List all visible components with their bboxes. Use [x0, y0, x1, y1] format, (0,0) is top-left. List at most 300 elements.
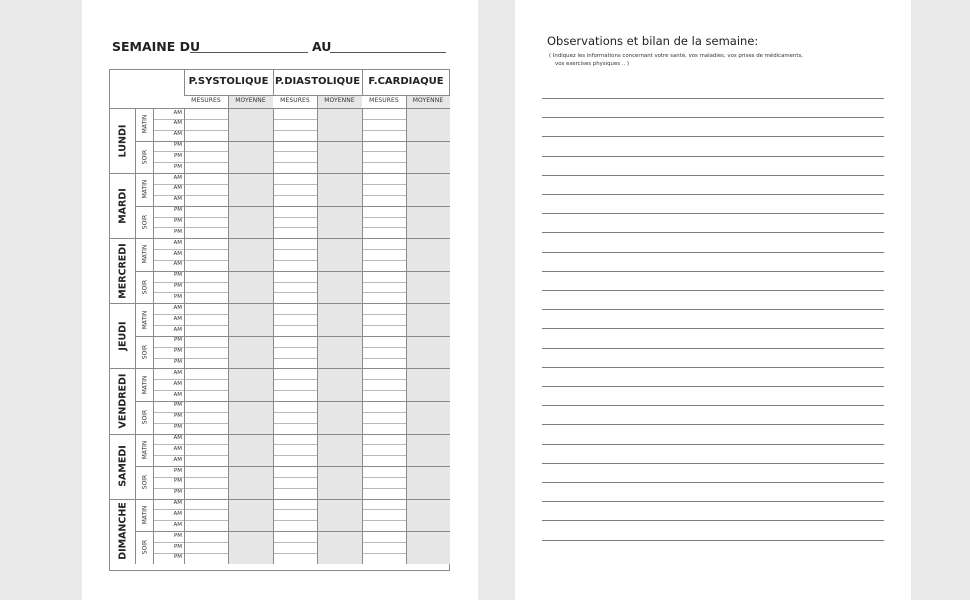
- time-label: PM: [173, 359, 182, 366]
- measurement-cell[interactable]: [184, 520, 228, 531]
- measurement-cell[interactable]: [184, 477, 228, 488]
- time-label: PM: [173, 152, 182, 159]
- row-line: [273, 520, 317, 521]
- row-line: [273, 151, 317, 152]
- time-label: PM: [173, 228, 182, 235]
- measurement-cell[interactable]: [362, 162, 406, 173]
- measurement-cell[interactable]: [362, 553, 406, 564]
- row-line: [362, 520, 406, 521]
- time-label: AM: [173, 261, 182, 268]
- time-label: PM: [173, 293, 182, 300]
- measurement-cell[interactable]: [273, 217, 317, 228]
- measurement-cell[interactable]: [362, 238, 406, 249]
- average-cell[interactable]: [406, 336, 450, 369]
- writing-line[interactable]: [542, 213, 884, 214]
- average-cell[interactable]: [317, 141, 362, 174]
- measurement-cell[interactable]: [273, 444, 317, 455]
- measurement-cell[interactable]: [273, 184, 317, 195]
- row-line: [153, 520, 228, 521]
- period-label-matin: MATIN: [141, 505, 148, 525]
- time-label: AM: [173, 304, 182, 311]
- row-line: [153, 347, 228, 348]
- measurement-cell[interactable]: [273, 434, 317, 445]
- writing-line[interactable]: [542, 424, 884, 425]
- row-line: [362, 325, 406, 326]
- measurement-cell[interactable]: [362, 292, 406, 303]
- measurement-cell[interactable]: [184, 347, 228, 358]
- measurement-cell[interactable]: [184, 303, 228, 314]
- row-line: [273, 260, 317, 261]
- measurement-cell[interactable]: [273, 162, 317, 173]
- measurement-cell[interactable]: [362, 509, 406, 520]
- time-label: PM: [173, 543, 182, 550]
- metric-header: F.CARDIAQUE: [368, 76, 444, 87]
- writing-line[interactable]: [542, 156, 884, 157]
- measurement-cell[interactable]: [273, 141, 317, 152]
- right-page: [515, 0, 911, 600]
- writing-line[interactable]: [542, 501, 884, 502]
- row-line: [153, 390, 228, 391]
- measurement-cell[interactable]: [184, 553, 228, 564]
- measurement-cell[interactable]: [184, 184, 228, 195]
- time-label: AM: [173, 131, 182, 138]
- measurement-cell[interactable]: [184, 336, 228, 347]
- time-label: PM: [173, 163, 182, 170]
- measurement-cell[interactable]: [184, 488, 228, 499]
- measurement-cell[interactable]: [273, 358, 317, 369]
- row-line: [362, 509, 406, 510]
- row-line: [362, 249, 406, 250]
- measurement-cell[interactable]: [273, 249, 317, 260]
- writing-line[interactable]: [542, 540, 884, 541]
- average-cell[interactable]: [406, 303, 450, 336]
- time-label: AM: [173, 435, 182, 441]
- column-divider: [317, 108, 318, 564]
- measurement-cell[interactable]: [184, 444, 228, 455]
- measurement-cell[interactable]: [273, 423, 317, 434]
- average-cell[interactable]: [406, 466, 450, 499]
- mesures-subheader: MESURES: [369, 97, 399, 104]
- time-label: PM: [173, 489, 182, 496]
- writing-line[interactable]: [542, 136, 884, 137]
- day-label-lundi: LUNDI: [117, 124, 129, 157]
- observations-hint-line-1: ( Indiquez les informations concernant votre santé, vos maladies, vos prises de médicaments,: [549, 53, 804, 59]
- measurement-cell[interactable]: [273, 412, 317, 423]
- time-label: AM: [173, 369, 182, 376]
- average-cell[interactable]: [406, 499, 450, 532]
- writing-line[interactable]: [542, 348, 884, 349]
- average-cell[interactable]: [228, 303, 273, 336]
- average-cell[interactable]: [228, 336, 273, 369]
- time-label: PM: [173, 283, 182, 290]
- measurement-cell[interactable]: [273, 292, 317, 303]
- writing-line[interactable]: [542, 405, 884, 406]
- measurement-cell[interactable]: [184, 509, 228, 520]
- measurement-cell[interactable]: [273, 119, 317, 130]
- row-line: [153, 227, 228, 228]
- measurement-cell[interactable]: [362, 184, 406, 195]
- average-cell[interactable]: [228, 434, 273, 467]
- measurement-cell[interactable]: [273, 509, 317, 520]
- measurement-cell[interactable]: [362, 542, 406, 553]
- measurement-cell[interactable]: [362, 401, 406, 412]
- time-label: PM: [173, 142, 182, 149]
- row-line: [273, 184, 317, 185]
- measurement-cell[interactable]: [362, 466, 406, 477]
- average-cell[interactable]: [317, 173, 362, 206]
- writing-line[interactable]: [542, 175, 884, 176]
- measurement-cell[interactable]: [184, 423, 228, 434]
- period-label-soir: SOIR: [141, 214, 148, 230]
- writing-line[interactable]: [542, 252, 884, 253]
- measurement-cell[interactable]: [362, 390, 406, 401]
- average-cell[interactable]: [317, 466, 362, 499]
- measurement-cell[interactable]: [362, 358, 406, 369]
- subheader-divider: [228, 95, 229, 108]
- measurement-cell[interactable]: [362, 444, 406, 455]
- measurement-cell[interactable]: [362, 531, 406, 542]
- observations-hint: [549, 52, 869, 68]
- measurement-cell[interactable]: [273, 130, 317, 141]
- day-label-dimanche: DIMANCHE: [117, 502, 129, 560]
- row-line: [362, 130, 406, 131]
- average-cell[interactable]: [406, 368, 450, 401]
- average-cell[interactable]: [406, 434, 450, 467]
- row-line: [273, 130, 317, 131]
- writing-line[interactable]: [542, 386, 884, 387]
- row-line: [362, 542, 406, 543]
- measurement-cell[interactable]: [273, 531, 317, 542]
- measurement-cell[interactable]: [362, 227, 406, 238]
- measurement-cell[interactable]: [273, 271, 317, 282]
- metric-divider: [273, 70, 274, 95]
- time-label: PM: [173, 554, 182, 561]
- time-label: AM: [173, 521, 182, 528]
- average-cell[interactable]: [317, 303, 362, 336]
- measurement-cell[interactable]: [362, 119, 406, 130]
- measurement-cell[interactable]: [273, 455, 317, 466]
- measurement-cell[interactable]: [362, 520, 406, 531]
- measurement-cell[interactable]: [273, 325, 317, 336]
- week-start-field[interactable]: [190, 52, 308, 53]
- measurement-cell[interactable]: [184, 130, 228, 141]
- average-cell[interactable]: [317, 531, 362, 564]
- measurement-cell[interactable]: [362, 314, 406, 325]
- measurement-cell[interactable]: [362, 130, 406, 141]
- writing-line[interactable]: [542, 482, 884, 483]
- average-cell[interactable]: [317, 499, 362, 532]
- row-line: [153, 282, 228, 283]
- measurement-cell[interactable]: [184, 531, 228, 542]
- average-cell[interactable]: [228, 466, 273, 499]
- writing-line[interactable]: [542, 232, 884, 233]
- measurement-cell[interactable]: [362, 108, 406, 119]
- row-line: [362, 314, 406, 315]
- measurement-cell[interactable]: [184, 390, 228, 401]
- measurement-cell[interactable]: [184, 249, 228, 260]
- average-cell[interactable]: [228, 401, 273, 434]
- row-line: [153, 477, 228, 478]
- measurement-cell[interactable]: [273, 282, 317, 293]
- measurement-cell[interactable]: [184, 358, 228, 369]
- row-line: [273, 282, 317, 283]
- week-end-field[interactable]: [330, 52, 446, 53]
- row-line: [153, 249, 228, 250]
- measurement-cell[interactable]: [362, 303, 406, 314]
- average-cell[interactable]: [317, 108, 362, 141]
- time-label: AM: [173, 456, 182, 463]
- left-page: [82, 0, 478, 600]
- measurement-cell[interactable]: [273, 151, 317, 162]
- row-line: [362, 379, 406, 380]
- row-line: [153, 325, 228, 326]
- measurement-cell[interactable]: [273, 206, 317, 217]
- average-cell[interactable]: [228, 368, 273, 401]
- writing-line[interactable]: [542, 328, 884, 329]
- measurement-cell[interactable]: [362, 195, 406, 206]
- mesures-subheader: MESURES: [191, 97, 221, 104]
- measurement-cell[interactable]: [184, 260, 228, 271]
- average-cell[interactable]: [406, 173, 450, 206]
- subheader-divider: [317, 95, 318, 108]
- measurement-cell[interactable]: [273, 336, 317, 347]
- measurement-cell[interactable]: [184, 173, 228, 184]
- time-label: PM: [173, 532, 182, 539]
- measurement-cell[interactable]: [184, 292, 228, 303]
- measurement-cell[interactable]: [184, 325, 228, 336]
- measurement-cell[interactable]: [273, 488, 317, 499]
- time-label: PM: [173, 337, 182, 344]
- average-cell[interactable]: [317, 206, 362, 239]
- time-label: PM: [173, 348, 182, 355]
- measurement-cell[interactable]: [184, 282, 228, 293]
- row-line: [273, 423, 317, 424]
- row-line: [362, 455, 406, 456]
- measurement-cell[interactable]: [273, 390, 317, 401]
- measurement-cell[interactable]: [184, 151, 228, 162]
- time-label: PM: [173, 272, 182, 279]
- measurement-cell[interactable]: [362, 271, 406, 282]
- average-cell[interactable]: [317, 271, 362, 304]
- row-line: [362, 151, 406, 152]
- row-line: [273, 358, 317, 359]
- row-line: [273, 292, 317, 293]
- average-cell[interactable]: [228, 238, 273, 271]
- time-label: AM: [173, 185, 182, 192]
- measurement-cell[interactable]: [184, 499, 228, 510]
- measurement-cell[interactable]: [273, 303, 317, 314]
- measurement-cell[interactable]: [184, 379, 228, 390]
- measurement-cell[interactable]: [362, 260, 406, 271]
- measurement-cell[interactable]: [362, 499, 406, 510]
- row-line: [273, 553, 317, 554]
- measurement-cell[interactable]: [273, 314, 317, 325]
- average-cell[interactable]: [228, 271, 273, 304]
- row-line: [153, 358, 228, 359]
- writing-line[interactable]: [542, 271, 884, 272]
- average-cell[interactable]: [228, 499, 273, 532]
- time-label: PM: [173, 424, 182, 431]
- measurement-cell[interactable]: [184, 195, 228, 206]
- measurement-cell[interactable]: [273, 227, 317, 238]
- row-line: [362, 282, 406, 283]
- writing-line[interactable]: [542, 290, 884, 291]
- average-cell[interactable]: [406, 238, 450, 271]
- measurement-cell[interactable]: [273, 379, 317, 390]
- time-label: AM: [173, 239, 182, 246]
- average-cell[interactable]: [228, 531, 273, 564]
- time-label: AM: [173, 326, 182, 333]
- average-cell[interactable]: [406, 271, 450, 304]
- measurement-cell[interactable]: [362, 151, 406, 162]
- average-cell[interactable]: [228, 173, 273, 206]
- writing-line[interactable]: [542, 367, 884, 368]
- average-cell[interactable]: [317, 368, 362, 401]
- row-line: [273, 488, 317, 489]
- metric-header: P.DIASTOLIQUE: [274, 76, 361, 87]
- measurement-cell[interactable]: [362, 434, 406, 445]
- average-cell[interactable]: [406, 108, 450, 141]
- measurement-cell[interactable]: [362, 477, 406, 488]
- measurement-cell[interactable]: [362, 217, 406, 228]
- day-label-vendredi: VENDREDI: [117, 373, 129, 429]
- column-divider: [228, 108, 229, 564]
- row-line: [362, 347, 406, 348]
- average-cell[interactable]: [406, 531, 450, 564]
- writing-line[interactable]: [542, 520, 884, 521]
- row-line: [153, 455, 228, 456]
- row-line: [273, 412, 317, 413]
- measurement-cell[interactable]: [273, 347, 317, 358]
- measurement-cell[interactable]: [362, 336, 406, 347]
- writing-line[interactable]: [542, 463, 884, 464]
- measurement-cell[interactable]: [273, 477, 317, 488]
- average-cell[interactable]: [317, 336, 362, 369]
- row-line: [362, 292, 406, 293]
- average-cell[interactable]: [317, 434, 362, 467]
- row-line: [153, 553, 228, 554]
- average-cell[interactable]: [406, 141, 450, 174]
- measurement-cell[interactable]: [362, 347, 406, 358]
- average-cell[interactable]: [406, 401, 450, 434]
- writing-line[interactable]: [542, 444, 884, 445]
- row-line: [273, 455, 317, 456]
- measurement-cell[interactable]: [184, 466, 228, 477]
- measurement-cell[interactable]: [273, 542, 317, 553]
- measurement-cell[interactable]: [362, 423, 406, 434]
- row-line: [362, 444, 406, 445]
- row-line: [153, 260, 228, 261]
- writing-line[interactable]: [542, 309, 884, 310]
- measurement-cell[interactable]: [273, 260, 317, 271]
- mesures-subheader: MESURES: [280, 97, 310, 104]
- measurement-cell[interactable]: [184, 206, 228, 217]
- time-label: AM: [173, 391, 182, 398]
- day-label-mercredi: MERCREDI: [117, 243, 129, 299]
- measurement-cell[interactable]: [184, 271, 228, 282]
- measurement-cell[interactable]: [362, 488, 406, 499]
- row-line: [362, 358, 406, 359]
- blood-pressure-table: [109, 69, 450, 571]
- measurement-cell[interactable]: [362, 206, 406, 217]
- period-label-matin: MATIN: [141, 375, 148, 395]
- measurement-cell[interactable]: [184, 119, 228, 130]
- average-cell[interactable]: [317, 401, 362, 434]
- measurement-cell[interactable]: [273, 466, 317, 477]
- period-label-soir: SOIR: [141, 409, 148, 425]
- measurement-cell[interactable]: [273, 108, 317, 119]
- row-line: [153, 412, 228, 413]
- measurement-cell[interactable]: [184, 412, 228, 423]
- row-line: [362, 119, 406, 120]
- row-line: [362, 260, 406, 261]
- average-cell[interactable]: [317, 238, 362, 271]
- measurement-cell[interactable]: [184, 455, 228, 466]
- average-cell[interactable]: [406, 206, 450, 239]
- measurement-cell[interactable]: [184, 238, 228, 249]
- measurement-cell[interactable]: [362, 173, 406, 184]
- measurement-cell[interactable]: [184, 227, 228, 238]
- measurement-cell[interactable]: [184, 141, 228, 152]
- time-label: AM: [173, 500, 182, 507]
- measurement-cell[interactable]: [184, 542, 228, 553]
- measurement-cell[interactable]: [362, 325, 406, 336]
- time-label: AM: [173, 380, 182, 387]
- measurement-cell[interactable]: [184, 368, 228, 379]
- measurement-cell[interactable]: [362, 141, 406, 152]
- measurement-cell[interactable]: [362, 379, 406, 390]
- measurement-cell[interactable]: [362, 455, 406, 466]
- measurement-cell[interactable]: [362, 368, 406, 379]
- measurement-cell[interactable]: [362, 249, 406, 260]
- writing-line[interactable]: [542, 117, 884, 118]
- measurement-cell[interactable]: [184, 401, 228, 412]
- measurement-cell[interactable]: [273, 499, 317, 510]
- measurement-cell[interactable]: [273, 195, 317, 206]
- measurement-cell[interactable]: [184, 162, 228, 173]
- measurement-cell[interactable]: [184, 217, 228, 228]
- writing-line[interactable]: [542, 194, 884, 195]
- average-cell[interactable]: [228, 141, 273, 174]
- row-line: [153, 151, 228, 152]
- measurement-cell[interactable]: [273, 368, 317, 379]
- moyenne-subheader: MOYENNE: [324, 97, 355, 104]
- metric-divider: [184, 70, 185, 95]
- measurement-cell[interactable]: [362, 412, 406, 423]
- period-label-matin: MATIN: [141, 440, 148, 460]
- measurement-cell[interactable]: [184, 314, 228, 325]
- measurement-cell[interactable]: [362, 282, 406, 293]
- observations-hint-line-2: vos exercises physiques .. ): [555, 61, 630, 67]
- moyenne-subheader: MOYENNE: [235, 97, 266, 104]
- week-to-label: AU: [312, 39, 332, 54]
- average-cell[interactable]: [228, 108, 273, 141]
- measurement-cell[interactable]: [184, 108, 228, 119]
- writing-line[interactable]: [542, 98, 884, 99]
- measurement-cell[interactable]: [273, 238, 317, 249]
- row-line: [273, 195, 317, 196]
- measurement-cell[interactable]: [273, 520, 317, 531]
- row-line: [153, 444, 228, 445]
- average-cell[interactable]: [228, 206, 273, 239]
- measurement-cell[interactable]: [273, 553, 317, 564]
- row-line: [362, 477, 406, 478]
- measurement-cell[interactable]: [273, 401, 317, 412]
- time-label: AM: [173, 174, 182, 181]
- measurement-cell[interactable]: [273, 173, 317, 184]
- time-label: PM: [173, 478, 182, 485]
- measurement-cell[interactable]: [184, 434, 228, 445]
